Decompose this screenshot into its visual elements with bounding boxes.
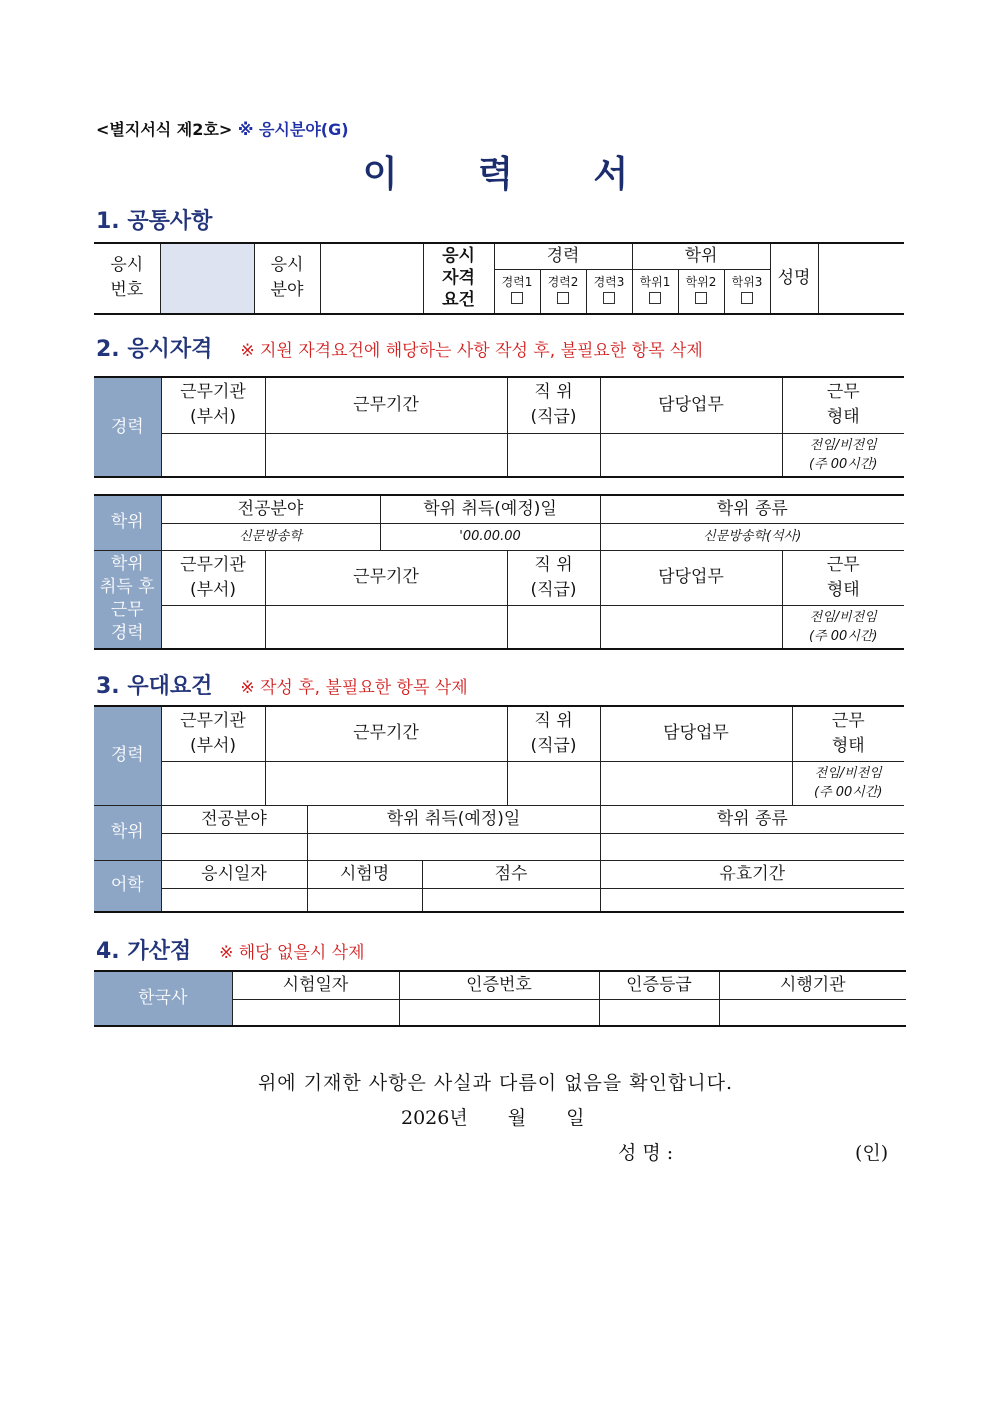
lang-validity-input[interactable] [600,888,904,912]
degree2-checkbox[interactable] [695,292,707,304]
date-line [401,1103,624,1130]
lang-test-input[interactable] [307,888,422,912]
lang-date-header: 응시일자 [161,860,307,888]
work-type-header: 근무 형태 [782,377,904,433]
pref-work-type-header: 근무 형태 [792,706,904,761]
post-work-type-header: 근무 형태 [782,550,904,605]
language-side-label: 어학 [94,860,161,912]
pref-org-input[interactable] [161,761,265,805]
qualification-career-table [94,376,904,478]
form-number-label [96,117,349,140]
org-header: 근무기관 (부서) [161,377,265,433]
major-header: 전공분야 [161,495,380,523]
section4-heading: 4. 가산점 [96,939,192,964]
institution-input[interactable] [719,999,906,1026]
post-period-input[interactable] [265,605,507,649]
period-input[interactable] [265,433,507,477]
cert-grade-header: 인증등급 [599,971,719,999]
pref-degree-type-header: 학위 종류 [600,805,904,833]
lang-score-header: 점수 [422,860,600,888]
degree-date-header: 학위 취득(예정)일 [380,495,600,523]
career1-checkbox[interactable] [511,292,523,304]
cert-grade-input[interactable] [599,999,719,1026]
preferred-table [94,705,904,913]
test-date-input[interactable] [232,999,399,1026]
degree2-label: 학위2 [685,275,717,290]
name-label: 성명 [770,243,818,314]
pref-duty-header: 담당업무 [600,706,792,761]
career1-label: 경력1 [501,275,533,290]
post-position-input[interactable] [507,605,600,649]
field-label: 응시 분야 [254,243,320,314]
section3-title [96,669,468,700]
pref-degree-side-label: 학위 [94,805,161,860]
cert-number-input[interactable] [399,999,599,1026]
section4-title [96,934,365,965]
career3-option[interactable] [586,270,632,314]
lang-validity-header: 유효기간 [600,860,904,888]
degree3-label: 학위3 [731,275,763,290]
degree-date-example[interactable]: '00.00.00 [380,523,600,550]
period-header: 근무기간 [265,377,507,433]
pref-org-header: 근무기관 (부서) [161,706,265,761]
degree-type-header: 학위 종류 [600,495,904,523]
name-input[interactable] [818,243,904,314]
pref-period-header: 근무기간 [265,706,507,761]
pref-degree-date-header: 학위 취득(예정)일 [307,805,600,833]
cert-number-header: 인증번호 [399,971,599,999]
post-duty-header: 담당업무 [600,550,782,605]
day-text: 일 [566,1107,585,1129]
field-note: ※ 응시분야(G) [237,120,349,139]
requirement-label: 응시 자격 요건 [423,243,494,314]
post-duty-input[interactable] [600,605,782,649]
common-info-table [94,242,904,315]
lang-test-header: 시험명 [307,860,422,888]
career-side-label: 경력 [94,377,161,477]
degree3-checkbox[interactable] [741,292,753,304]
pref-period-input[interactable] [265,761,507,805]
post-degree-career-label: 학위 취득 후 근무 경력 [94,550,161,649]
degree-type-example[interactable]: 신문방송학(석사) [600,523,904,550]
korean-history-label: 한국사 [94,971,232,1026]
post-org-input[interactable] [161,605,265,649]
month-text: 월 [507,1107,527,1129]
career2-label: 경력2 [547,275,579,290]
qualification-degree-table [94,494,904,650]
field-input[interactable] [320,243,423,314]
post-org-header: 근무기관 (부서) [161,550,265,605]
lang-date-input[interactable] [161,888,307,912]
pref-work-type-hint[interactable]: 전임/비전임 (주 00시간) [792,761,904,805]
post-position-header: 직 위 (직급) [507,550,600,605]
degree-side-label: 학위 [94,495,161,550]
degree1-label: 학위1 [639,275,671,290]
degree1-option[interactable] [632,270,678,314]
post-work-type-hint[interactable]: 전임/비전임 (주 00시간) [782,605,904,649]
degree3-option[interactable] [724,270,770,314]
pref-major-input[interactable] [161,833,307,860]
duty-input[interactable] [600,433,782,477]
signature-label: 성 명 : [618,1142,674,1164]
career3-label: 경력3 [593,275,625,290]
career-group-label: 경력 [494,243,632,270]
duty-header: 담당업무 [600,377,782,433]
career1-option[interactable] [494,270,540,314]
pref-major-header: 전공분야 [161,805,307,833]
pref-duty-input[interactable] [600,761,792,805]
career3-checkbox[interactable] [603,292,615,304]
org-input[interactable] [161,433,265,477]
document-title: 이 력 서 [362,154,663,195]
institution-header: 시행기관 [719,971,906,999]
work-type-hint[interactable]: 전임/비전임 (주 00시간) [782,433,904,477]
section4-note: ※ 해당 없을시 삭제 [219,943,365,963]
career2-option[interactable] [540,270,586,314]
pref-degree-date-input[interactable] [307,833,600,860]
section2-title [96,332,703,363]
position-input[interactable] [507,433,600,477]
form-number: <별지서식 제2호> [96,120,233,139]
pref-position-input[interactable] [507,761,600,805]
seal-mark: (인) [855,1142,889,1164]
year-text: 2026년 [401,1107,468,1129]
section2-heading: 2. 응시자격 [96,337,213,362]
confirmation-text: 위에 기재한 사항은 사실과 다름이 없음을 확인합니다. [257,1072,734,1094]
pref-degree-type-input[interactable] [600,833,904,860]
section3-note: ※ 작성 후, 불필요한 항목 삭제 [240,678,468,698]
exam-number-input[interactable] [160,243,254,314]
section1-title: 1. 공통사항 [96,209,213,234]
pref-career-side-label: 경력 [94,706,161,805]
major-example[interactable]: 신문방송학 [161,523,380,550]
bonus-table [94,970,906,1027]
position-header: 직 위 (직급) [507,377,600,433]
degree-group-label: 학위 [632,243,770,270]
lang-score-input[interactable] [422,888,600,912]
degree1-checkbox[interactable] [649,292,661,304]
degree2-option[interactable] [678,270,724,314]
test-date-header: 시험일자 [232,971,399,999]
post-period-header: 근무기간 [265,550,507,605]
pref-position-header: 직 위 (직급) [507,706,600,761]
career2-checkbox[interactable] [557,292,569,304]
section3-heading: 3. 우대요건 [96,674,213,699]
section2-note: ※ 지원 자격요건에 해당하는 사항 작성 후, 불필요한 항목 삭제 [240,341,703,361]
exam-number-label: 응시 번호 [94,243,160,314]
